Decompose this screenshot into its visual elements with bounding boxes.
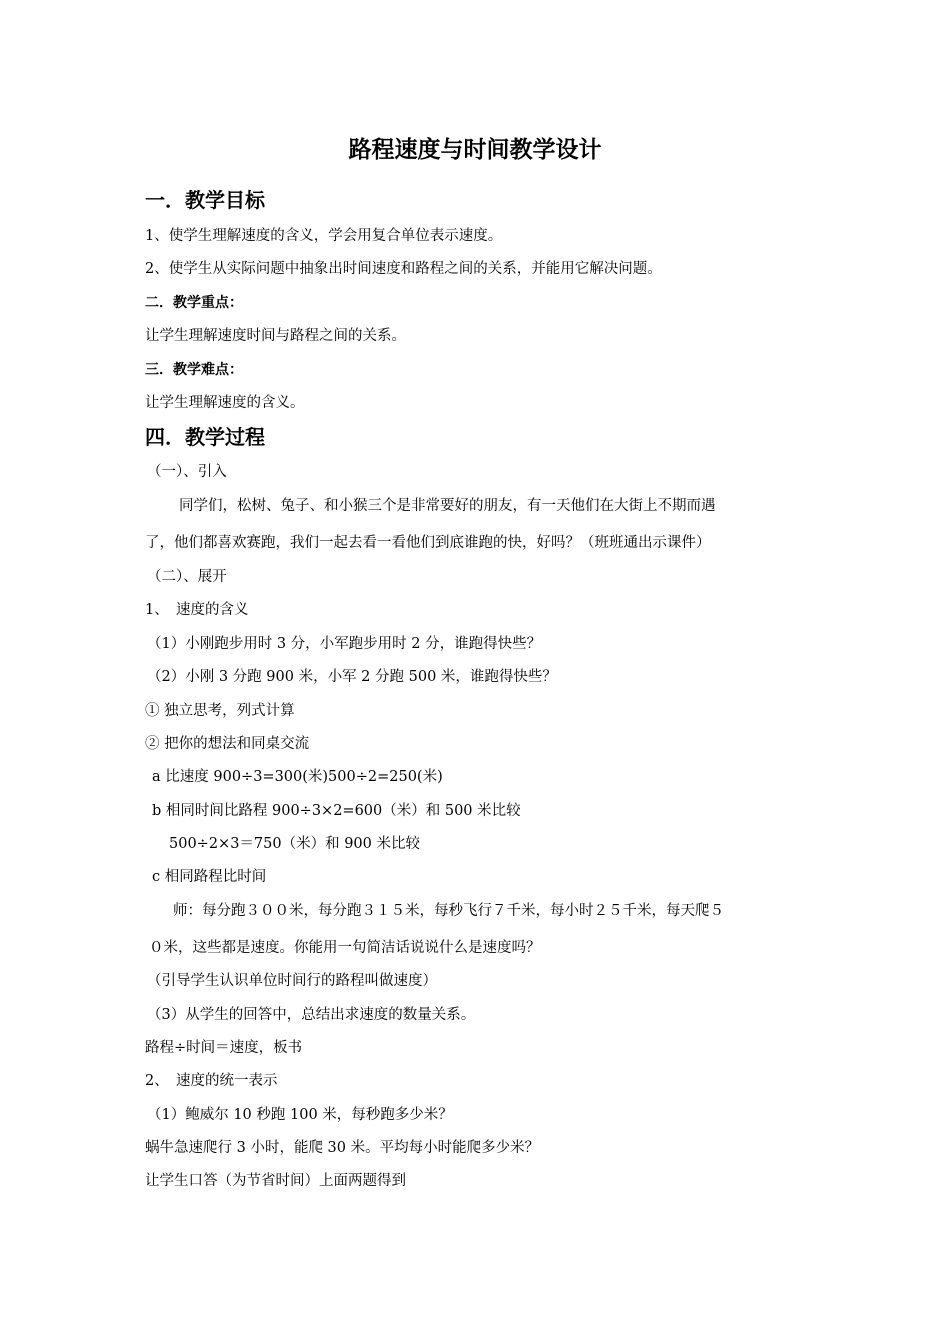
- heading-h-key-points: 二．教学重点：: [145, 295, 243, 311]
- body-line-q-6: 让学生口答（为节省时间）上面两题得到: [145, 1173, 406, 1189]
- body-line-guide: （引导学生认识单位时间行的路程叫做速度）: [147, 973, 437, 989]
- body-line-item-1: 1、 速度的含义: [145, 602, 249, 618]
- body-line-q-2: （2）小刚 3 分跑 900 米，小军 2 分跑 500 米，谁跑得快些？: [147, 669, 557, 685]
- body-line-teacher-1: 师：每分跑３００米，每分跑３１５米，每秒飞行７千米，每小时２５千米，每天爬５: [173, 903, 724, 919]
- body-line-step-1: ① 独立思考，列式计算: [145, 703, 295, 719]
- heading-h-objectives: 一．教学目标: [145, 188, 265, 212]
- body-line-objective-2: 2、使学生从实际问题中抽象出时间速度和路程之间的关系，并能用它解决问题。: [145, 261, 662, 277]
- body-line-item-2: 2、 速度的统一表示: [145, 1073, 278, 1089]
- body-line-objective-1: 1、使学生理解速度的含义，学会用复合单位表示速度。: [145, 228, 503, 244]
- body-line-method-a: a 比速度 900÷3=300(米)500÷2=250(米): [152, 769, 443, 785]
- body-line-formula: 路程÷时间＝速度，板书: [145, 1040, 303, 1056]
- body-line-method-c: c 相同路程比时间: [152, 869, 267, 885]
- body-line-method-b-2: 500÷2×3＝750（米）和 900 米比较: [169, 836, 420, 852]
- body-line-q-4: （1）鲍威尔 10 秒跑 100 米，每秒跑多少米？: [147, 1107, 453, 1123]
- heading-h-process: 四．教学过程: [145, 425, 265, 449]
- body-line-section-intro: （一）、引入: [147, 464, 227, 480]
- document-title: 路程速度与时间教学设计: [348, 136, 602, 163]
- body-line-difficulty-text: 让学生理解速度的含义。: [145, 395, 305, 411]
- body-line-q-5: 蜗牛急速爬行 3 小时，能爬 30 米。平均每小时能爬多少米？: [145, 1140, 540, 1156]
- body-line-step-2: ② 把你的想法和同桌交流: [145, 736, 310, 752]
- body-line-section-expand: （二）、展开: [147, 569, 227, 585]
- heading-h-difficulties: 三．教学难点：: [145, 362, 243, 378]
- body-line-key-point-text: 让学生理解速度时间与路程之间的关系。: [145, 328, 406, 344]
- body-line-teacher-2: ０米，这些都是速度。你能用一句简洁话说说什么是速度吗？: [149, 940, 541, 956]
- body-line-intro-para-1: 同学们，松树、兔子、和小猴三个是非常要好的朋友，有一天他们在大街上不期而遇: [179, 498, 716, 514]
- body-line-q-3: （3）从学生的回答中，总结出求速度的数量关系。: [147, 1007, 476, 1023]
- body-line-method-b: b 相同时间比路程 900÷3×2=600（米）和 500 米比较: [152, 803, 521, 819]
- body-line-intro-para-2: 了，他们都喜欢赛跑，我们一起去看一看他们到底谁跑的快，好吗？（班班通出示课件）: [145, 535, 711, 551]
- body-line-q-1: （1）小刚跑步用时 3 分，小军跑步用时 2 分，谁跑得快些？: [147, 636, 542, 652]
